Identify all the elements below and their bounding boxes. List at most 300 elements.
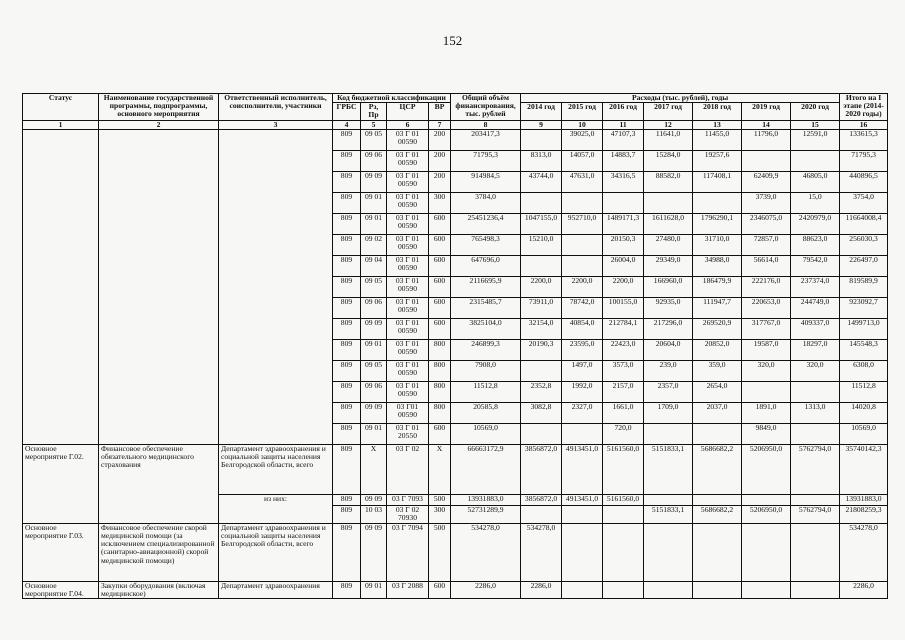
year-value-cell: 5161560,0 [603,494,644,505]
table-row [23,523,888,581]
year-value-cell: 320,0 [742,360,791,381]
header-stage-total: Итого на I этапе (2014-2020 годы) [840,94,888,121]
rz-pr-cell: 09 05 [361,360,387,381]
year-value-cell: 2200,0 [562,276,603,297]
year-value-cell [562,192,603,213]
vr-cell: 500 [429,494,451,505]
year-value-cell [603,192,644,213]
vr-cell: X [429,444,451,494]
header-year-2019: 2019 год [742,103,791,120]
year-value-cell: 26004,0 [603,255,644,276]
grbs-cell: 809 [333,255,361,276]
column-number: 12 [644,120,693,129]
event-name-cell: Финансовое обеспечение скорой медицинской помощи (за исключением специализированной (санитарно-авиационной) скорой медицинской помощи) [99,523,219,581]
year-value-cell: 117408,1 [693,171,742,192]
rz-pr-cell: 09 01 [361,581,387,598]
csr-cell: 03 Г 2088 [387,581,429,598]
stage-total-cell: 534278,0 [840,523,888,581]
year-value-cell [791,494,840,505]
year-value-cell: 222176,0 [742,276,791,297]
year-value-cell: 3573,0 [603,360,644,381]
column-number: 2 [99,120,219,129]
stage-total-cell: 819589,9 [840,276,888,297]
column-number: 9 [521,120,562,129]
total-volume-cell: 246899,3 [451,339,521,360]
grbs-cell: 809 [333,339,361,360]
name-cell [99,129,219,444]
year-value-cell: 78742,0 [562,297,603,318]
stage-total-cell: 133615,3 [840,129,888,150]
rz-pr-cell: 10 03 [361,505,387,523]
total-volume-cell: 7908,0 [451,360,521,381]
rz-pr-cell: 09 04 [361,255,387,276]
year-value-cell [644,581,693,598]
total-volume-cell: 203417,3 [451,129,521,150]
csr-cell: 03 Г 01 00590 [387,255,429,276]
grbs-cell: 809 [333,234,361,255]
total-volume-cell: 647696,0 [451,255,521,276]
total-volume-cell: 11512,8 [451,381,521,402]
year-value-cell: 1047155,0 [521,213,562,234]
year-value-cell [521,192,562,213]
year-value-cell [562,423,603,444]
stage-total-cell: 256030,3 [840,234,888,255]
grbs-cell: 809 [333,423,361,444]
year-value-cell: 62409,9 [742,171,791,192]
header-year-2018: 2018 год [693,103,742,120]
rz-pr-cell: 09 01 [361,213,387,234]
total-volume-cell: 10569,0 [451,423,521,444]
stage-total-cell: 145548,3 [840,339,888,360]
year-value-cell [603,523,644,581]
year-value-cell: 20150,3 [603,234,644,255]
year-value-cell: 3739,0 [742,192,791,213]
year-value-cell: 2352,8 [521,381,562,402]
total-volume-cell: 765498,3 [451,234,521,255]
rz-pr-cell: 09 05 [361,129,387,150]
year-value-cell: 4913451,0 [562,444,603,494]
event-responsible-cell: Департамент здравоохранения [219,581,333,598]
table-row [23,129,888,150]
year-value-cell [644,423,693,444]
vr-cell: 600 [429,213,451,234]
column-number: 13 [693,120,742,129]
year-value-cell: 56614,0 [742,255,791,276]
year-value-cell: 217296,0 [644,318,693,339]
year-value-cell: 3856872,0 [521,444,562,494]
vr-cell: 600 [429,423,451,444]
year-value-cell: 2420979,0 [791,213,840,234]
year-value-cell [521,505,562,523]
year-value-cell: 244749,0 [791,297,840,318]
year-value-cell: 2327,0 [562,402,603,423]
vr-cell: 200 [429,129,451,150]
csr-cell: 03 Г 7094 [387,523,429,581]
year-value-cell: 23595,0 [562,339,603,360]
year-value-cell: 1497,0 [562,360,603,381]
csr-cell: 03 Г 01 20550 [387,423,429,444]
rz-pr-cell: 09 09 [361,171,387,192]
column-number: 8 [451,120,521,129]
rz-pr-cell: 09 01 [361,192,387,213]
stage-total-cell: 3754,0 [840,192,888,213]
year-value-cell: 320,0 [791,360,840,381]
year-value-cell [791,381,840,402]
table-row [23,444,888,494]
csr-cell: 03 Г 01 00590 [387,381,429,402]
year-value-cell [742,494,791,505]
vr-cell: 800 [429,402,451,423]
year-value-cell: 79542,0 [791,255,840,276]
year-value-cell [742,150,791,171]
year-value-cell: 5762794,0 [791,505,840,523]
grbs-cell: 809 [333,494,361,505]
year-value-cell: 46805,0 [791,171,840,192]
year-value-cell [521,423,562,444]
year-value-cell: 359,0 [693,360,742,381]
year-value-cell: 43744,0 [521,171,562,192]
stage-total-cell: 10569,0 [840,423,888,444]
column-number: 11 [603,120,644,129]
table-body [23,129,888,598]
vr-cell: 800 [429,339,451,360]
total-volume-cell: 52731289,9 [451,505,521,523]
year-value-cell [742,523,791,581]
column-number: 14 [742,120,791,129]
year-value-cell [644,523,693,581]
year-value-cell [693,523,742,581]
year-value-cell: 2654,0 [693,381,742,402]
rz-pr-cell: 09 01 [361,423,387,444]
year-value-cell: 2200,0 [603,276,644,297]
csr-cell: 03 Г 01 00590 [387,318,429,339]
year-value-cell [562,581,603,598]
year-value-cell: 9849,0 [742,423,791,444]
total-volume-cell: 2286,0 [451,581,521,598]
year-value-cell: 88582,0 [644,171,693,192]
year-value-cell [521,360,562,381]
grbs-cell: 809 [333,213,361,234]
header-year-2017: 2017 год [644,103,693,120]
year-value-cell: 952710,0 [562,213,603,234]
year-value-cell [742,381,791,402]
year-value-cell: 19587,0 [742,339,791,360]
year-value-cell: 239,0 [644,360,693,381]
event-status-cell: Основное мероприятие Г.04. [23,581,99,598]
year-value-cell: 39025,0 [562,129,603,150]
grbs-cell: 809 [333,581,361,598]
vr-cell: 600 [429,276,451,297]
column-number-row [23,120,888,129]
year-value-cell: 212784,1 [603,318,644,339]
rz-pr-cell: 09 06 [361,150,387,171]
event-name-cell: Финансовое обеспечение обязательного медицинского страхования [99,444,219,523]
rz-pr-cell: 09 09 [361,318,387,339]
year-value-cell [693,192,742,213]
year-value-cell: 1313,0 [791,402,840,423]
stage-total-cell: 1499713,0 [840,318,888,339]
stage-total-cell: 226497,0 [840,255,888,276]
year-value-cell: 1661,0 [603,402,644,423]
column-number: 5 [361,120,387,129]
year-value-cell [693,494,742,505]
total-volume-cell: 534278,0 [451,523,521,581]
total-volume-cell: 20585,8 [451,402,521,423]
year-value-cell: 73911,0 [521,297,562,318]
year-value-cell: 8313,0 [521,150,562,171]
year-value-cell: 269520,9 [693,318,742,339]
year-value-cell: 2346075,0 [742,213,791,234]
rz-pr-cell: 09 06 [361,381,387,402]
grbs-cell: 809 [333,276,361,297]
year-value-cell: 92935,0 [644,297,693,318]
year-value-cell: 11455,0 [693,129,742,150]
grbs-cell: 809 [333,297,361,318]
year-value-cell: 20604,0 [644,339,693,360]
csr-cell: 03 Г 01 00590 [387,192,429,213]
year-value-cell [521,255,562,276]
vr-cell: 600 [429,297,451,318]
year-value-cell: 22423,0 [603,339,644,360]
event-name-cell: Закупки оборудования (включая медицинское) [99,581,219,598]
year-value-cell [562,523,603,581]
stage-total-cell: 21808259,3 [840,505,888,523]
column-number: 3 [219,120,333,129]
column-number: 7 [429,120,451,129]
year-value-cell: 409337,0 [791,318,840,339]
year-value-cell: 5206950,0 [742,444,791,494]
vr-cell: 300 [429,505,451,523]
year-value-cell: 1611628,0 [644,213,693,234]
year-value-cell: 1796290,1 [693,213,742,234]
column-number: 16 [840,120,888,129]
year-value-cell: 2200,0 [521,276,562,297]
year-value-cell [521,129,562,150]
column-number: 4 [333,120,361,129]
responsible-cell [219,129,333,444]
year-value-cell: 1709,0 [644,402,693,423]
header-year-2015: 2015 год [562,103,603,120]
vr-cell: 300 [429,192,451,213]
page-number: 152 [442,33,463,48]
grbs-cell: 809 [333,402,361,423]
column-number: 15 [791,120,840,129]
grbs-cell: 809 [333,523,361,581]
year-value-cell: 14883,7 [603,150,644,171]
column-number: 1 [23,120,99,129]
year-value-cell: 15,0 [791,192,840,213]
year-value-cell: 5762794,0 [791,444,840,494]
vr-cell: 800 [429,360,451,381]
csr-cell: 03 Г 02 70930 [387,505,429,523]
stage-total-cell: 923092,7 [840,297,888,318]
grbs-cell: 809 [333,360,361,381]
year-value-cell: 2286,0 [521,581,562,598]
year-value-cell: 12591,0 [791,129,840,150]
vr-cell: 600 [429,255,451,276]
grbs-cell: 809 [333,171,361,192]
grbs-cell: 809 [333,318,361,339]
year-value-cell: 220653,0 [742,297,791,318]
year-value-cell [693,423,742,444]
year-value-cell: 100155,0 [603,297,644,318]
column-number: 6 [387,120,429,129]
header-vr: ВР [429,103,451,120]
year-value-cell: 31710,0 [693,234,742,255]
stage-total-cell: 14020,8 [840,402,888,423]
year-value-cell: 15210,0 [521,234,562,255]
year-value-cell: 186479,9 [693,276,742,297]
year-value-cell: 3856872,0 [521,494,562,505]
year-value-cell: 166960,0 [644,276,693,297]
year-value-cell: 4913451,0 [562,494,603,505]
year-value-cell: 19257,6 [693,150,742,171]
csr-cell: 03 Г 01 00590 [387,150,429,171]
year-value-cell: 20852,0 [693,339,742,360]
total-volume-cell: 2116695,9 [451,276,521,297]
year-value-cell [742,581,791,598]
year-value-cell [562,505,603,523]
year-value-cell: 111947,7 [693,297,742,318]
year-value-cell: 11641,0 [644,129,693,150]
stage-total-cell: 440896,5 [840,171,888,192]
year-value-cell: 237374,0 [791,276,840,297]
header-year-2016: 2016 год [603,103,644,120]
status-cell [23,129,99,444]
year-value-cell [644,494,693,505]
year-value-cell: 11796,0 [742,129,791,150]
vr-cell: 500 [429,523,451,581]
event-status-cell: Основное мероприятие Г.02. [23,444,99,523]
year-value-cell: 2357,0 [644,381,693,402]
rz-pr-cell: 09 02 [361,234,387,255]
year-value-cell [562,255,603,276]
total-volume-cell: 914984,5 [451,171,521,192]
total-volume-cell: 13931883,0 [451,494,521,505]
year-value-cell: 5686682,2 [693,444,742,494]
year-value-cell: 1489171,3 [603,213,644,234]
year-value-cell: 20190,3 [521,339,562,360]
header-grbs: ГРБС [333,103,361,120]
year-value-cell: 18297,0 [791,339,840,360]
total-volume-cell: 66663172,9 [451,444,521,494]
year-value-cell: 5206950,0 [742,505,791,523]
vr-cell: 600 [429,581,451,598]
vr-cell: 200 [429,171,451,192]
year-value-cell: 5151833,1 [644,505,693,523]
csr-cell: 03 Г 7093 [387,494,429,505]
year-value-cell: 72857,0 [742,234,791,255]
stage-total-cell: 71795,3 [840,150,888,171]
event-responsible-cell: Департамент здравоохранения и социальной защиты населения Белгородской области, всего [219,444,333,494]
header-budget-code: Код бюджетной классификации [333,94,451,103]
table-row [23,581,888,598]
year-value-cell: 2157,0 [603,381,644,402]
vr-cell: 200 [429,150,451,171]
year-value-cell [693,581,742,598]
stage-total-cell: 13931883,0 [840,494,888,505]
csr-cell: 03 Г 01 00590 [387,213,429,234]
csr-cell: 03 Г 01 00590 [387,276,429,297]
vr-cell: 600 [429,318,451,339]
year-value-cell: 14057,0 [562,150,603,171]
stage-total-cell: 35740142,3 [840,444,888,494]
csr-cell: 03 Г 02 [387,444,429,494]
year-value-cell: 317767,0 [742,318,791,339]
header-responsible: Ответственный исполнитель, соисполнители, участники [219,94,333,121]
csr-cell: 03 Г 01 00590 [387,234,429,255]
year-value-cell: 3082,8 [521,402,562,423]
rz-pr-cell: 09 09 [361,494,387,505]
rz-pr-cell: 09 01 [361,339,387,360]
grbs-cell: 809 [333,192,361,213]
header-expenses: Расходы (тыс. рублей), годы [521,94,840,103]
of-which-label: из них: [219,494,333,523]
stage-total-cell: 11664008,4 [840,213,888,234]
csr-cell: 03 Г 01 00590 [387,171,429,192]
total-volume-cell: 3784,0 [451,192,521,213]
csr-cell: 03 Г 01 00590 [387,129,429,150]
column-number: 10 [562,120,603,129]
year-value-cell: 720,0 [603,423,644,444]
year-value-cell: 29349,0 [644,255,693,276]
year-value-cell [791,423,840,444]
csr-cell: 03 Г01 00590 [387,402,429,423]
year-value-cell: 5686682,2 [693,505,742,523]
year-value-cell [791,150,840,171]
year-value-cell: 2037,0 [693,402,742,423]
year-value-cell: 32154,0 [521,318,562,339]
stage-total-cell: 6308,0 [840,360,888,381]
year-value-cell: 34316,5 [603,171,644,192]
grbs-cell: 809 [333,505,361,523]
event-responsible-cell: Департамент здравоохранения и социальной защиты населения Белгородской области, всего [219,523,333,581]
rz-pr-cell: 09 05 [361,276,387,297]
stage-total-cell: 11512,8 [840,381,888,402]
year-value-cell: 1992,0 [562,381,603,402]
header-year-2020: 2020 год [791,103,840,120]
total-volume-cell: 25451236,4 [451,213,521,234]
year-value-cell [562,234,603,255]
year-value-cell: 5161560,0 [603,444,644,494]
csr-cell: 03 Г 01 00590 [387,297,429,318]
csr-cell: 03 Г 01 00590 [387,360,429,381]
header-status: Статус [23,94,99,121]
header-csr: ЦСР [387,103,429,120]
header-total-volume: Общий объём финансирования, тыс. рублей [451,94,521,121]
year-value-cell [644,192,693,213]
vr-cell: 600 [429,234,451,255]
rz-pr-cell: 09 06 [361,297,387,318]
header-rz-pr: Рз, Пр [361,103,387,120]
year-value-cell [603,581,644,598]
grbs-cell: 809 [333,150,361,171]
year-value-cell: 34988,0 [693,255,742,276]
year-value-cell [791,581,840,598]
grbs-cell: 809 [333,129,361,150]
year-value-cell: 534278,0 [521,523,562,581]
grbs-cell: 809 [333,381,361,402]
total-volume-cell: 3825104,0 [451,318,521,339]
year-value-cell: 40854,0 [562,318,603,339]
year-value-cell: 5151833,1 [644,444,693,494]
year-value-cell [603,505,644,523]
vr-cell: 800 [429,381,451,402]
header-year-2014: 2014 год [521,103,562,120]
rz-pr-cell: X [361,444,387,494]
header-name: Наименование государственной программы, подпрограммы, основного мероприятия [99,94,219,121]
year-value-cell: 1891,0 [742,402,791,423]
